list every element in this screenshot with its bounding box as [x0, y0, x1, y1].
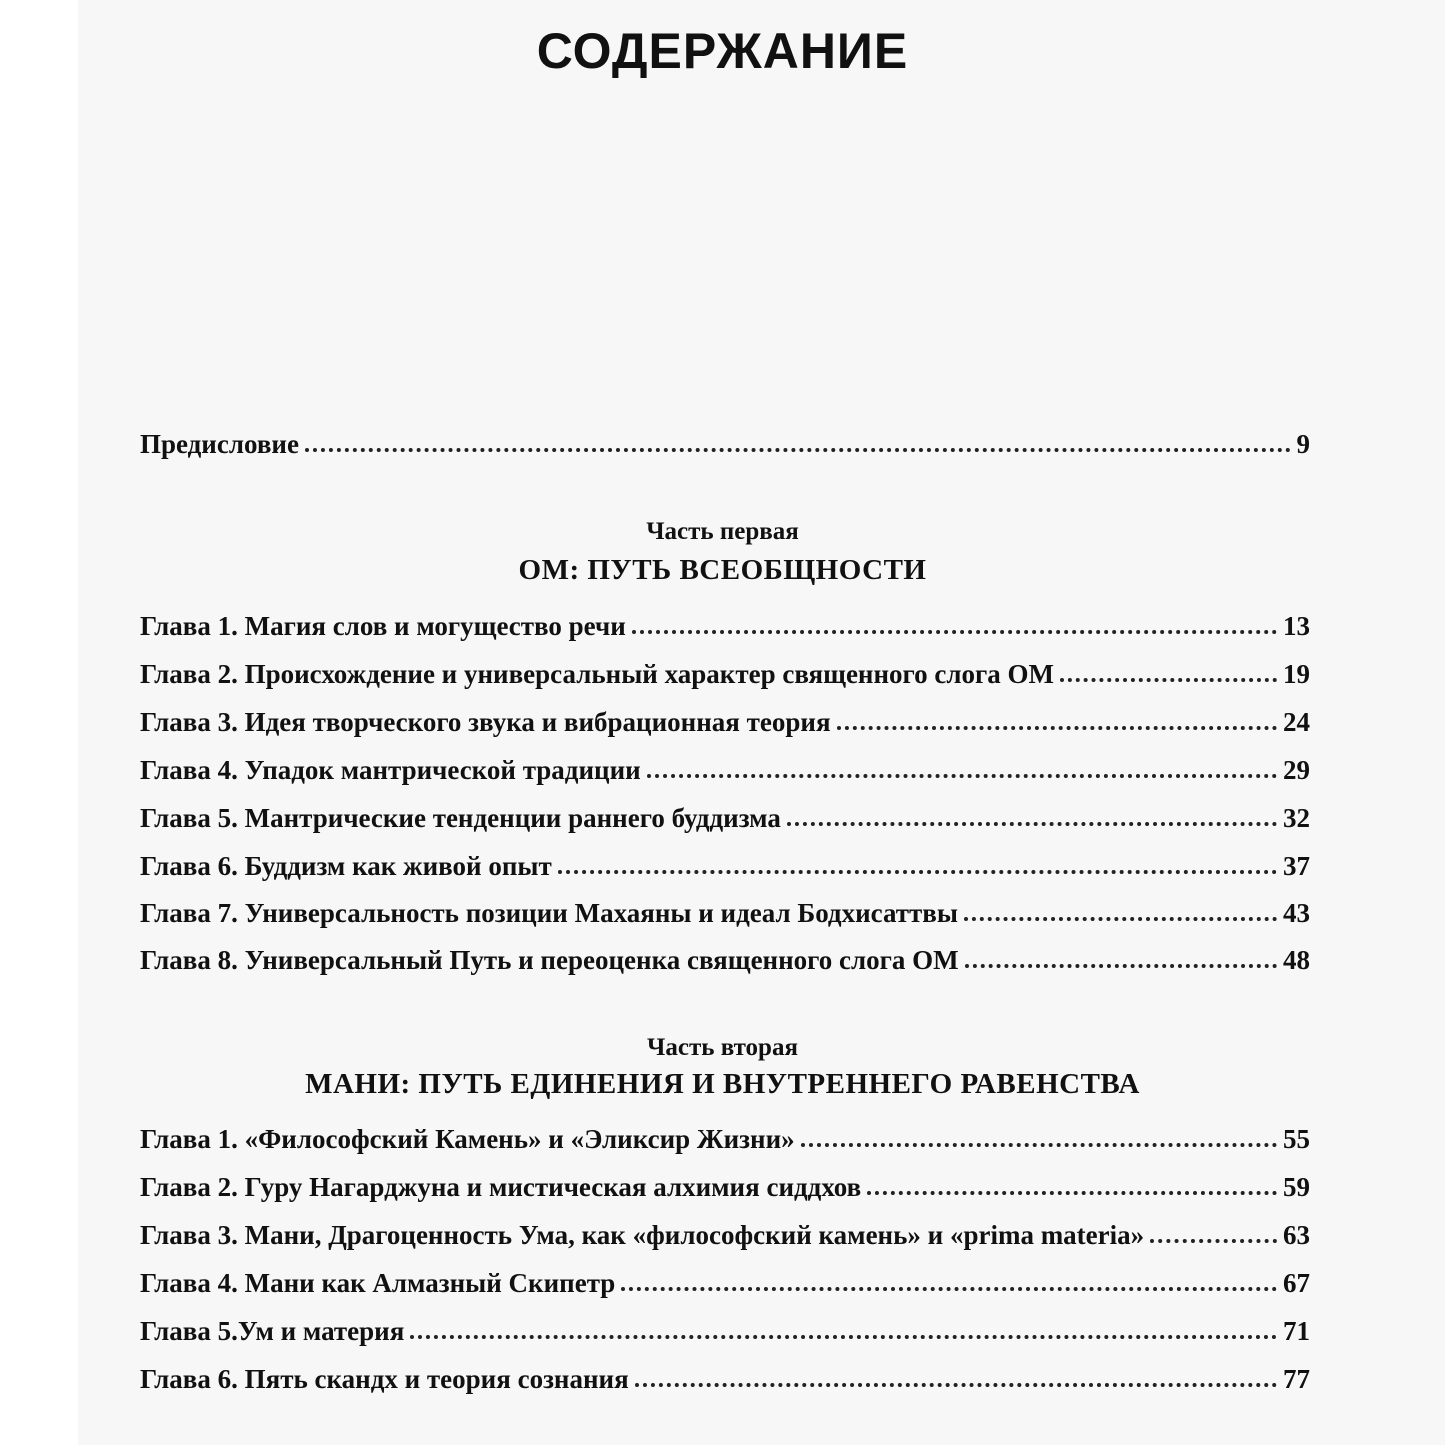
- toc-entry-label: Глава 7. Универсальность позиции Махаяны и идеал Бодхисаттвы: [140, 898, 958, 928]
- toc-entry-label: Глава 3. Мани, Драгоценность Ума, как «философский камень» и «prima materia»: [140, 1220, 1145, 1250]
- toc-entry-label: Глава 2. Происхождение и универсальный характер священного слога ОМ: [140, 659, 1055, 689]
- toc-entry-page: 77: [1283, 1364, 1310, 1394]
- leader-dots: [410, 1335, 1277, 1339]
- toc-entry: [140, 1259, 1310, 1299]
- leader-dots: [558, 870, 1277, 874]
- toc-entry: [140, 746, 1310, 786]
- toc-entry: [140, 1211, 1310, 1251]
- left-margin: [0, 0, 78, 1445]
- leader-dots: [965, 964, 1277, 968]
- leader-dots: [1060, 678, 1277, 682]
- toc-entry: [140, 842, 1310, 882]
- toc-entry-label: Предисловие: [140, 429, 299, 459]
- toc-entry-page: 67: [1283, 1268, 1310, 1298]
- toc-entry-page: 9: [1296, 429, 1310, 459]
- toc-entry: [140, 1355, 1310, 1395]
- leader-dots: [801, 1143, 1277, 1147]
- leader-dots: [632, 630, 1277, 634]
- leader-dots: [787, 822, 1277, 826]
- part-one-label: Часть первая: [646, 518, 799, 545]
- toc-entry-page: 71: [1283, 1316, 1310, 1346]
- toc-entry-label: Глава 5.Ум и материя: [140, 1316, 405, 1346]
- leader-dots: [964, 917, 1277, 921]
- toc-entry-label: Глава 6. Пять скандх и теория сознания: [140, 1364, 629, 1394]
- part-two-title: МАНИ: ПУТЬ ЕДИНЕНИЯ И ВНУТРЕННЕГО РАВЕНСТВА: [305, 1068, 1140, 1100]
- toc-entry-preface: [140, 420, 1310, 460]
- toc-entry-label: Глава 1. Магия слов и могущество речи: [140, 611, 626, 641]
- toc-entry-page: 13: [1283, 611, 1310, 641]
- leader-dots: [1150, 1239, 1277, 1243]
- toc-entry: [140, 650, 1310, 690]
- toc-entry: [140, 698, 1310, 738]
- toc-entry: [140, 1307, 1310, 1347]
- toc-entry: [140, 1115, 1310, 1155]
- toc-entry-label: Глава 5. Мантрические тенденции раннего буддизма: [140, 803, 781, 833]
- toc-entry-label: Глава 4. Мани как Алмазный Скипетр: [140, 1268, 616, 1298]
- leader-dots: [867, 1191, 1277, 1195]
- toc-entry: [140, 602, 1310, 642]
- toc-entry: [140, 889, 1310, 929]
- toc-entry: [140, 936, 1310, 976]
- toc-entry-label: Глава 1. «Философский Камень» и «Эликсир Жизни»: [140, 1124, 795, 1154]
- toc-entry-page: 19: [1283, 659, 1310, 689]
- toc-entry-page: 59: [1283, 1172, 1310, 1202]
- toc-entry-page: 63: [1283, 1220, 1310, 1250]
- leader-dots: [621, 1287, 1277, 1291]
- leader-dots: [837, 726, 1277, 730]
- leader-dots: [647, 774, 1277, 778]
- toc-entry-label: Глава 4. Упадок мантрической традиции: [140, 755, 641, 785]
- toc-entry-page: 29: [1283, 755, 1310, 785]
- toc-entry-label: Глава 8. Универсальный Путь и переоценка священного слога ОМ: [140, 945, 959, 975]
- leader-dots: [305, 448, 1291, 452]
- toc-entry-page: 37: [1283, 851, 1310, 881]
- toc-entry-page: 48: [1283, 945, 1310, 975]
- leader-dots: [635, 1383, 1277, 1387]
- toc-entry: [140, 1163, 1310, 1203]
- page-title: СОДЕРЖАНИЕ: [536, 23, 909, 79]
- part-two-label: Часть вторая: [647, 1034, 798, 1061]
- toc-entry-label: Глава 3. Идея творческого звука и вибрационная теория: [140, 707, 831, 737]
- toc-entry-label: Глава 2. Гуру Нагарджуна и мистическая алхимия сиддхов: [140, 1172, 862, 1202]
- toc-entry-page: 43: [1283, 898, 1310, 928]
- toc-entry-page: 24: [1283, 707, 1310, 737]
- toc-entry: [140, 794, 1310, 834]
- toc-entry-label: Глава 6. Буддизм как живой опыт: [140, 851, 552, 881]
- part-one-title: ОМ: ПУТЬ ВСЕОБЩНОСТИ: [518, 554, 927, 586]
- toc-entry-page: 32: [1283, 803, 1310, 833]
- toc-entry-page: 55: [1283, 1124, 1310, 1154]
